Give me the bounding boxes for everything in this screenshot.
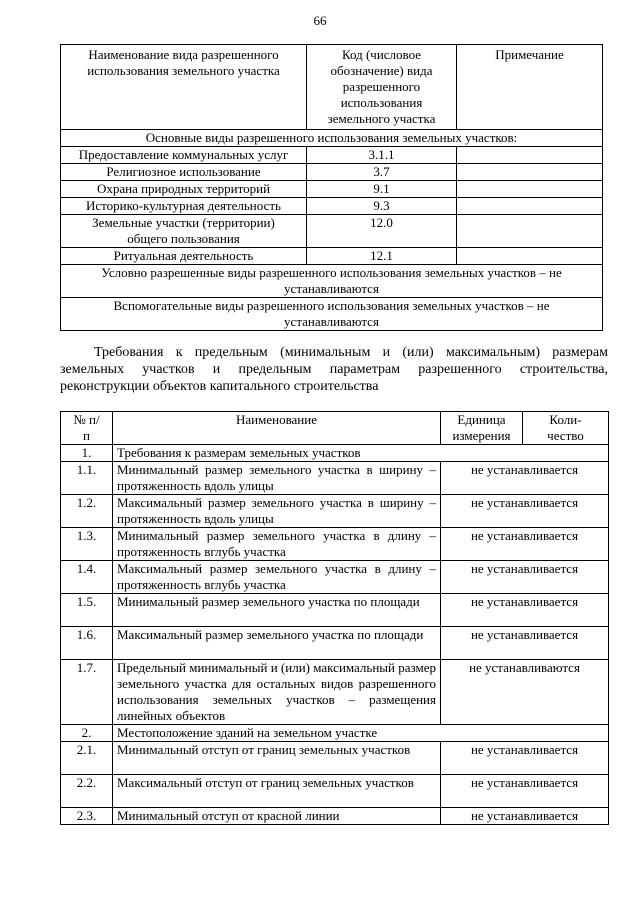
table-row	[61, 742, 609, 775]
use-note	[457, 164, 603, 181]
use-code: 12.0	[307, 215, 457, 248]
page-number: 66	[313, 13, 327, 28]
table-header-row	[61, 45, 603, 130]
table-row	[61, 462, 609, 495]
row-name: Максимальный размер земельного участка в ширину – протяженность вдоль улицы	[113, 495, 441, 528]
use-name: Историко-культурная деятельность	[61, 198, 307, 215]
row-value: не устанавливается	[441, 775, 609, 808]
land-use-types-table	[60, 44, 603, 331]
section-row	[61, 265, 603, 298]
table-row	[61, 725, 609, 742]
use-code: 3.1.1	[307, 147, 457, 164]
table-row	[61, 808, 609, 825]
row-name: Предельный минимальный и (или) максимальный размер земельного участка для остальных видов разрешенного использования земельных участков – размещения линейных объектов	[113, 660, 441, 725]
row-name: Максимальный размер земельного участка по площади	[113, 627, 441, 660]
use-name: Охрана природных территорий	[61, 181, 307, 198]
use-name: Ритуальная деятельность	[61, 248, 307, 265]
header-num: № п/п	[61, 412, 113, 445]
row-name: Минимальный размер земельного участка в ширину – протяженность вдоль улицы	[113, 462, 441, 495]
row-value: не устанавливаются	[441, 660, 609, 725]
auxiliary-section: Вспомогательные виды разрешенного использования земельных участков – не устанавливаются	[61, 298, 603, 331]
use-name: Земельные участки (территории) общего пользования	[61, 215, 307, 248]
row-name: Максимальный отступ от границ земельных участков	[113, 775, 441, 808]
header-name: Наименование вида разрешенного использования земельного участка	[61, 45, 307, 130]
section-row	[61, 298, 603, 331]
header-unit: Единица измерения	[441, 412, 523, 445]
row-num: 2.1.	[61, 742, 113, 775]
header-note: Примечание	[457, 45, 603, 130]
row-name: Максимальный размер земельного участка в длину – протяженность вглубь участка	[113, 561, 441, 594]
row-num: 1.7.	[61, 660, 113, 725]
row-value: не устанавливается	[441, 462, 609, 495]
table-row	[61, 528, 609, 561]
table-header-row	[61, 412, 609, 445]
row-name: Минимальный размер земельного участка по площади	[113, 594, 441, 627]
use-note	[457, 215, 603, 248]
row-num: 1.	[61, 445, 113, 462]
row-value: не устанавливается	[441, 627, 609, 660]
section-row	[61, 130, 603, 147]
row-name: Минимальный отступ от красной линии	[113, 808, 441, 825]
row-value: не устанавливается	[441, 808, 609, 825]
use-name: Религиозное использование	[61, 164, 307, 181]
use-note	[457, 181, 603, 198]
header-qty: Коли-чество	[523, 412, 609, 445]
table-row	[61, 215, 603, 248]
row-num: 1.5.	[61, 594, 113, 627]
row-num: 2.	[61, 725, 113, 742]
row-name: Местоположение зданий на земельном участке	[113, 725, 609, 742]
row-num: 1.6.	[61, 627, 113, 660]
main-section-title: Основные виды разрешенного использования земельных участков:	[61, 130, 603, 147]
header-code: Код (числовое обозначение) вида разрешенного использования земельного участка	[307, 45, 457, 130]
row-num: 1.1.	[61, 462, 113, 495]
row-value: не устанавливается	[441, 561, 609, 594]
row-num: 2.2.	[61, 775, 113, 808]
conditional-section: Условно разрешенные виды разрешенного использования земельных участков – не устанавливаются	[61, 265, 603, 298]
row-num: 1.3.	[61, 528, 113, 561]
header-name: Наименование	[113, 412, 441, 445]
table-row	[61, 775, 609, 808]
parameters-table	[60, 411, 609, 825]
use-code: 9.3	[307, 198, 457, 215]
row-name: Минимальный отступ от границ земельных участков	[113, 742, 441, 775]
table-row	[61, 627, 609, 660]
use-note	[457, 248, 603, 265]
table-row	[61, 594, 609, 627]
table-row	[61, 248, 603, 265]
row-num: 1.2.	[61, 495, 113, 528]
use-note	[457, 198, 603, 215]
table-row	[61, 495, 609, 528]
use-code: 3.7	[307, 164, 457, 181]
row-value: не устанавливается	[441, 742, 609, 775]
table-row	[61, 660, 609, 725]
row-num: 1.4.	[61, 561, 113, 594]
row-name: Минимальный размер земельного участка в длину – протяженность вглубь участка	[113, 528, 441, 561]
table-row	[61, 445, 609, 462]
row-num: 2.3.	[61, 808, 113, 825]
table-row	[61, 147, 603, 164]
row-name: Требования к размерам земельных участков	[113, 445, 609, 462]
row-value: не устанавливается	[441, 528, 609, 561]
table-row	[61, 164, 603, 181]
requirements-paragraph-text: Требования к предельным (минимальным и (или) максимальным) размерам земельных участков и предельным параметрам разрешенного строительства, реконструкции объектов капитального строительства	[60, 345, 608, 394]
row-value: не устанавливается	[441, 594, 609, 627]
use-note	[457, 147, 603, 164]
use-code: 9.1	[307, 181, 457, 198]
requirements-paragraph	[60, 344, 608, 395]
use-name: Предоставление коммунальных услуг	[61, 147, 307, 164]
table-row	[61, 181, 603, 198]
table-row	[61, 561, 609, 594]
row-value: не устанавливается	[441, 495, 609, 528]
use-code: 12.1	[307, 248, 457, 265]
table-row	[61, 198, 603, 215]
